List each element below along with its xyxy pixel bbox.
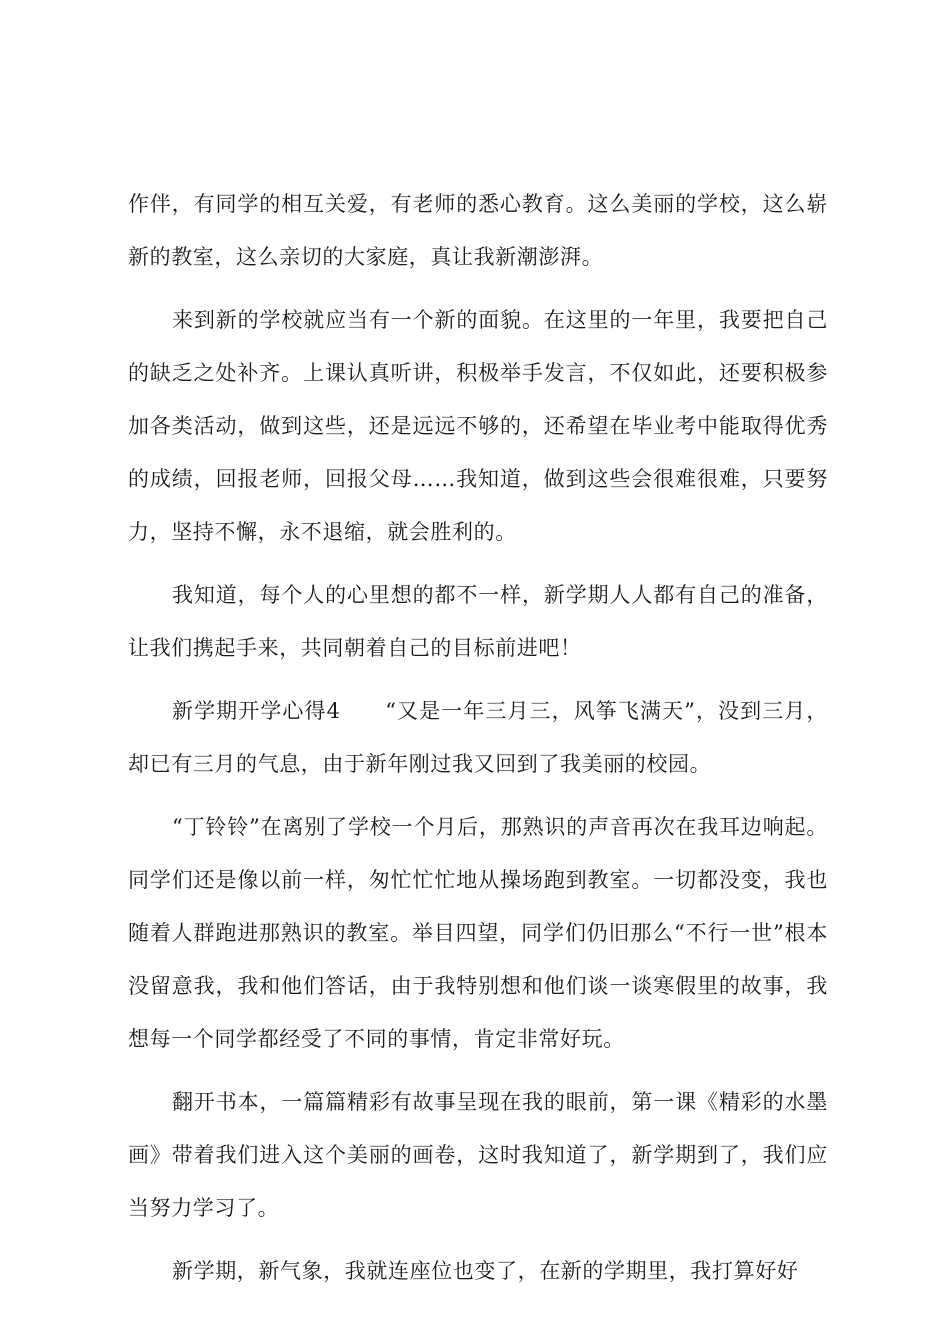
- paragraph-4: 新学期开学心得4 “又是一年三月三，风筝飞满天”，没到三月，却已有三月的气息，由于新年刚过我又回到了我美丽的校园。: [128, 699, 828, 776]
- document-body: [128, 178, 828, 1308]
- paragraph-5: “丁铃铃”在离别了学校一个月后，那熟识的声音再次在我耳边响起。同学们还是像以前一样，匆忙忙忙地从操场跑到教室。一切都没变，我也随着人群跑进那熟识的教室。举目四望，同学们仍旧那么“不行一世”根本没留意我，我和他们答话，由于我特别想和他们谈一谈寒假里的故事，我想每一个同学都经受了不同的事情，肯定非常好玩。: [128, 815, 828, 1051]
- paragraph-3: 我知道，每个人的心里想的都不一样，新学期人人都有自己的准备，让我们携起手来，共同朝着自己的目标前进吧！: [128, 583, 828, 660]
- paragraph-7: 新学期，新气象，我就连座位也变了，在新的学期里，我打算好好: [172, 1259, 799, 1283]
- paragraph-2: 来到新的学校就应当有一个新的面貌。在这里的一年里，我要把自己的缺乏之处补齐。上课认真听讲，积极举手发言，不仅如此，还要积极参加各类活动，做到这些，还是远远不够的，还希望在毕业考中能取得优秀的成绩，回报老师，回报父母……我知道，做到这些会很难很难，只要努力，坚持不懈，永不退缩，就会胜利的。: [128, 308, 828, 544]
- paragraph-6: 翻开书本，一篇篇精彩有故事呈现在我的眼前，第一课《精彩的水墨画》带着我们进入这个美丽的画卷，这时我知道了，新学期到了，我们应当努力学习了。: [128, 1090, 828, 1220]
- paragraph-1: 作伴，有同学的相互关爱，有老师的悉心教育。这么美丽的学校，这么崭新的教室，这么亲切的大家庭，真让我新潮澎湃。: [128, 192, 828, 269]
